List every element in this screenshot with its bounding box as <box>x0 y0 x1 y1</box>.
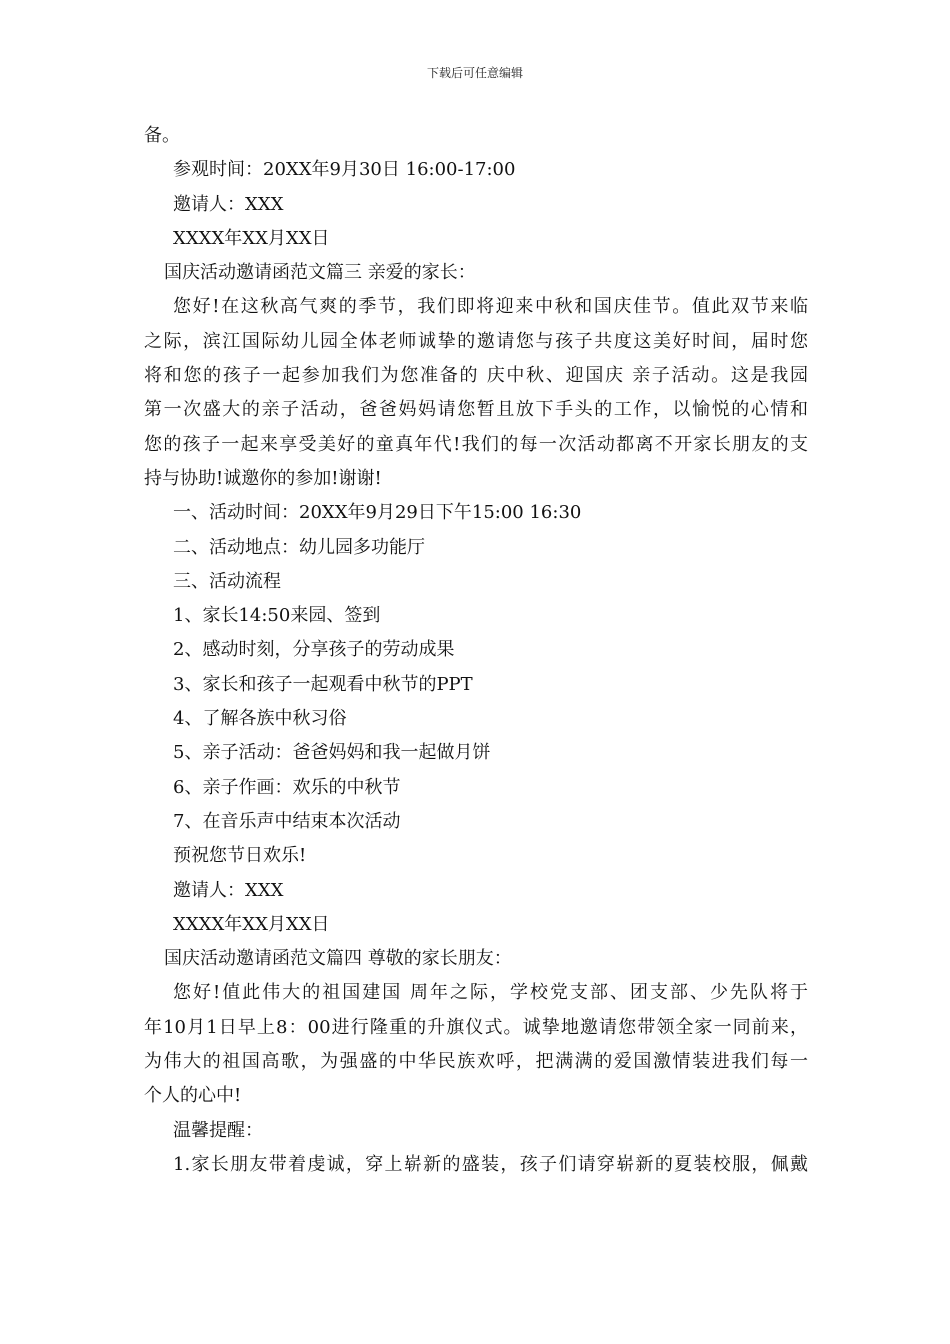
text-line: XXXX年XX月XX日 <box>173 913 330 935</box>
text-line: 之际，滨江国际幼儿园全体老师诚挚的邀请您与孩子共度这美好时间，届时您 <box>144 330 808 352</box>
text-line: 持与协助!诚邀你的参加!谢谢! <box>144 467 382 489</box>
list-item: 一、活动时间：20XX年9月29日下午15:00 16:30 <box>173 502 582 524</box>
list-item: 二、活动地点：幼儿园多功能厅 <box>173 536 425 558</box>
list-item: 4、了解各族中秋习俗 <box>173 708 347 730</box>
text-line: 1.家长朋友带着虔诚，穿上崭新的盛装，孩子们请穿崭新的夏装校服，佩戴 <box>173 1153 808 1175</box>
text-line: 备。 <box>144 125 180 146</box>
text-line: 个人的心中! <box>144 1085 242 1107</box>
text-line: 邀请人：XXX <box>173 879 284 901</box>
text-line: 您好!值此伟大的祖国建国 周年之际，学校党支部、团支部、少先队将于 <box>173 982 808 1004</box>
document-body <box>144 119 808 1182</box>
text-line: 您好!在这秋高气爽的季节，我们即将迎来中秋和国庆佳节。值此双节来临 <box>173 296 808 318</box>
text-line: 温馨提醒： <box>173 1119 263 1141</box>
list-item: 6、亲子作画：欢乐的中秋节 <box>173 776 401 798</box>
list-item: 三、活动流程 <box>173 570 281 592</box>
list-item: 1、家长14:50来园、签到 <box>173 605 381 627</box>
list-item: 5、亲子活动：爸爸妈妈和我一起做月饼 <box>173 742 491 764</box>
list-item: 7、在音乐声中结束本次活动 <box>173 810 401 832</box>
section-heading: 国庆活动邀请函范文篇三 亲爱的家长： <box>164 262 476 284</box>
text-line: 参观时间：20XX年9月30日 16:00-17:00 <box>173 159 516 181</box>
page-header: 下载后可任意编辑 <box>426 66 523 80</box>
text-line: 您的孩子一起来享受美好的童真年代!我们的每一次活动都离不开家长朋友的支 <box>144 433 808 455</box>
list-item: 3、家长和孩子一起观看中秋节的PPT <box>173 673 473 695</box>
text-line: 年10月1日早上8：00进行隆重的升旗仪式。诚挚地邀请您带领全家一同前来， <box>144 1016 808 1038</box>
list-item: 2、感动时刻，分享孩子的劳动成果 <box>173 639 455 661</box>
text-line: XXXX年XX月XX日 <box>173 227 330 249</box>
text-line: 邀请人：XXX <box>173 193 284 215</box>
text-line: 将和您的孩子一起参加我们为您准备的 庆中秋、迎国庆 亲子活动。这是我园 <box>144 365 808 387</box>
text-line: 第一次盛大的亲子活动，爸爸妈妈请您暂且放下手头的工作，以愉悦的心情和 <box>144 399 808 421</box>
section-heading: 国庆活动邀请函范文篇四 尊敬的家长朋友： <box>164 948 512 970</box>
text-line: 为伟大的祖国高歌，为强盛的中华民族欢呼，把满满的爱国激情装进我们每一 <box>144 1051 808 1073</box>
text-line: 预祝您节日欢乐! <box>173 845 307 867</box>
